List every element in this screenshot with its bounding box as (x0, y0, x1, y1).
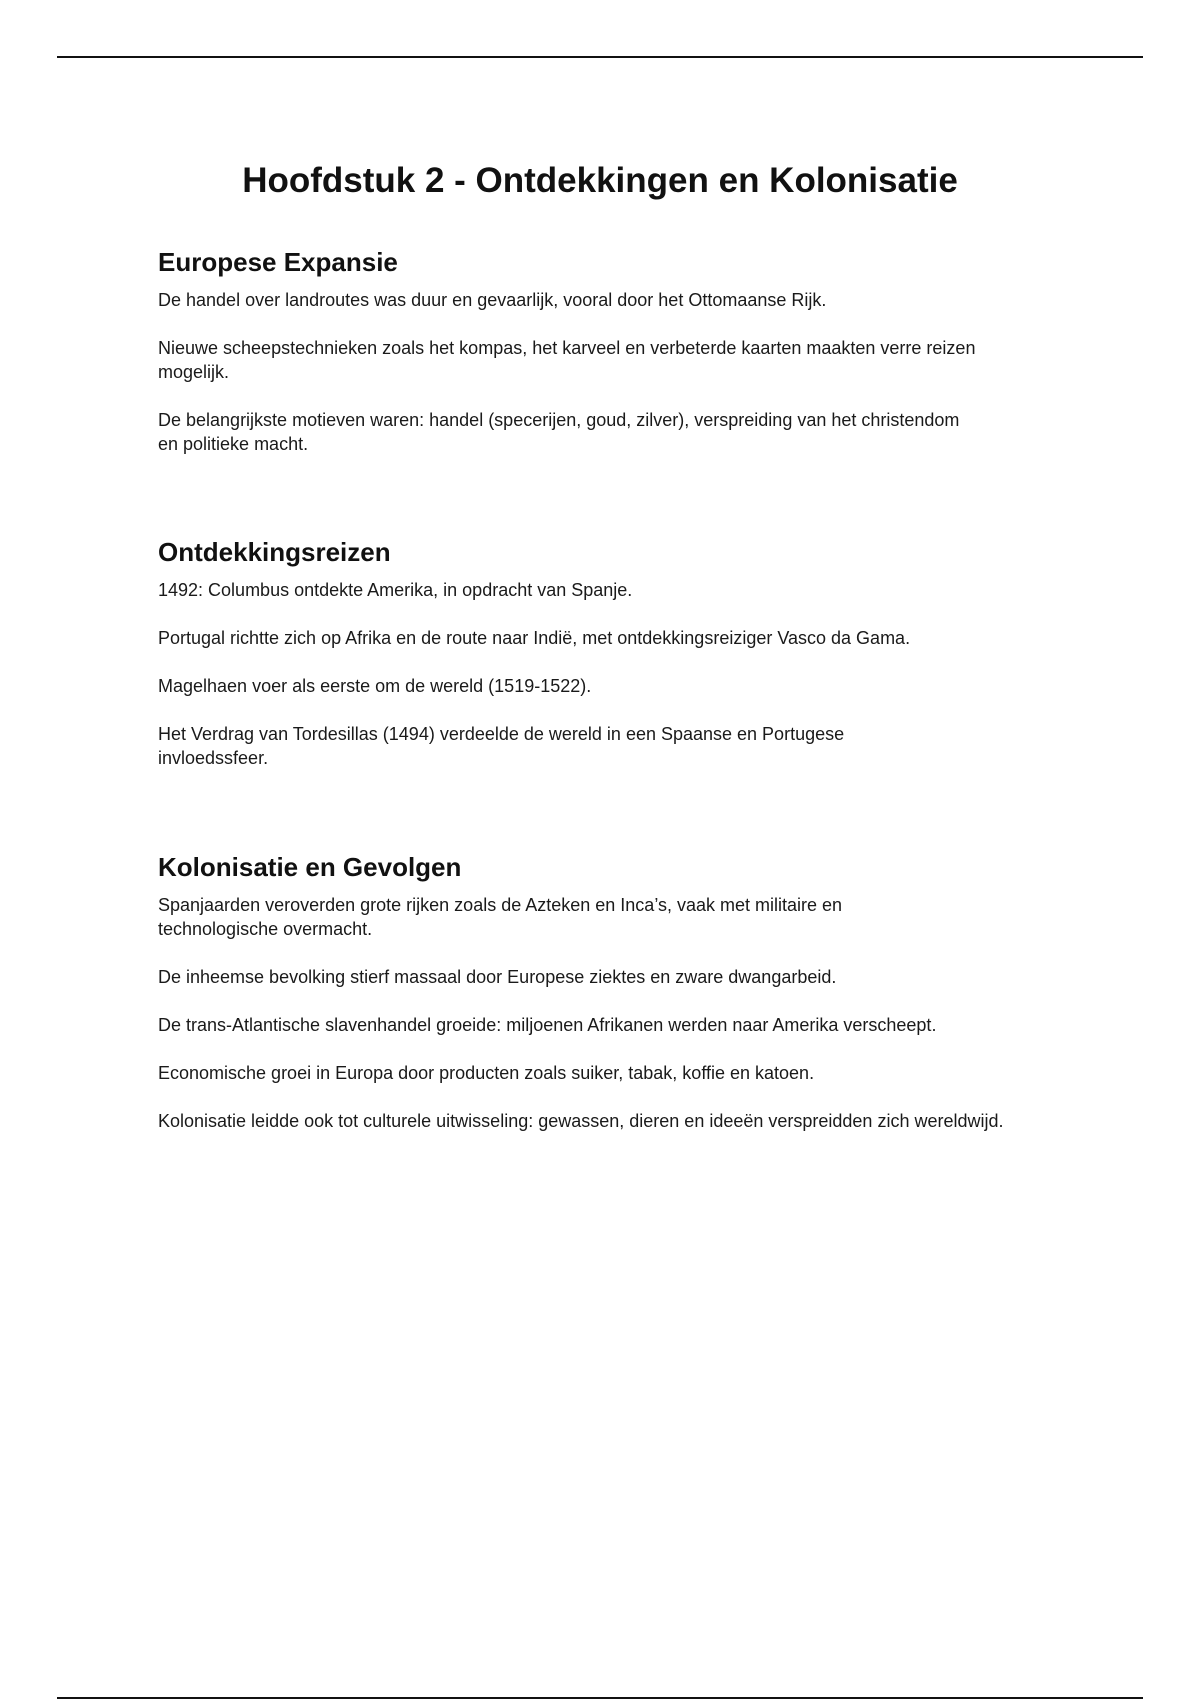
paragraph: 1492: Columbus ontdekte Amerika, in opdracht van Spanje. (158, 580, 633, 600)
paragraph: De belangrijkste motieven waren: handel (specerijen, goud, zilver), verspreiding van het christendom en politieke macht. (158, 410, 960, 454)
paragraph: De inheemse bevolking stierf massaal door Europese ziektes en zware dwangarbeid. (158, 967, 837, 987)
paragraph: Spanjaarden veroverden grote rijken zoals de Azteken en Inca’s, vaak met militaire en technologische overmacht. (158, 895, 843, 939)
paragraph: De handel over landroutes was duur en gevaarlijk, vooral door het Ottomaanse Rijk. (158, 290, 827, 310)
paragraph: Kolonisatie leidde ook tot culturele uitwisseling: gewassen, dieren en ideeën verspreidden zich wereldwijd. (158, 1111, 1004, 1131)
section-ontdekkingsreizen (158, 535, 1058, 794)
document-title: Hoofdstuk 2 - Ontdekkingen en Kolonisatie (242, 161, 958, 200)
section-heading: Ontdekkingsreizen (158, 537, 391, 567)
paragraph: Het Verdrag van Tordesillas (1494) verdeelde de wereld in een Spaanse en Portugese invloedssfeer. (158, 724, 845, 768)
paragraph: De trans-Atlantische slavenhandel groeide: miljoenen Afrikanen werden naar Amerika verscheept. (158, 1015, 937, 1035)
section-kolonisatie-en-gevolgen (158, 850, 1058, 1157)
paragraph: Portugal richtte zich op Afrika en de route naar Indië, met ontdekkingsreiziger Vasco da Gama. (158, 628, 911, 648)
header-rule (57, 56, 1143, 58)
section-europese-expansie (158, 245, 1058, 480)
paragraph: Magelhaen voer als eerste om de wereld (1519-1522). (158, 676, 592, 696)
paragraph: Nieuwe scheepstechnieken zoals het kompas, het karveel en verbeterde kaarten maakten verre reizen mogelijk. (158, 338, 976, 382)
footer-rule (57, 1697, 1143, 1699)
section-heading: Kolonisatie en Gevolgen (158, 852, 462, 882)
paragraph: Economische groei in Europa door producten zoals suiker, tabak, koffie en katoen. (158, 1063, 815, 1083)
section-heading: Europese Expansie (158, 247, 398, 277)
